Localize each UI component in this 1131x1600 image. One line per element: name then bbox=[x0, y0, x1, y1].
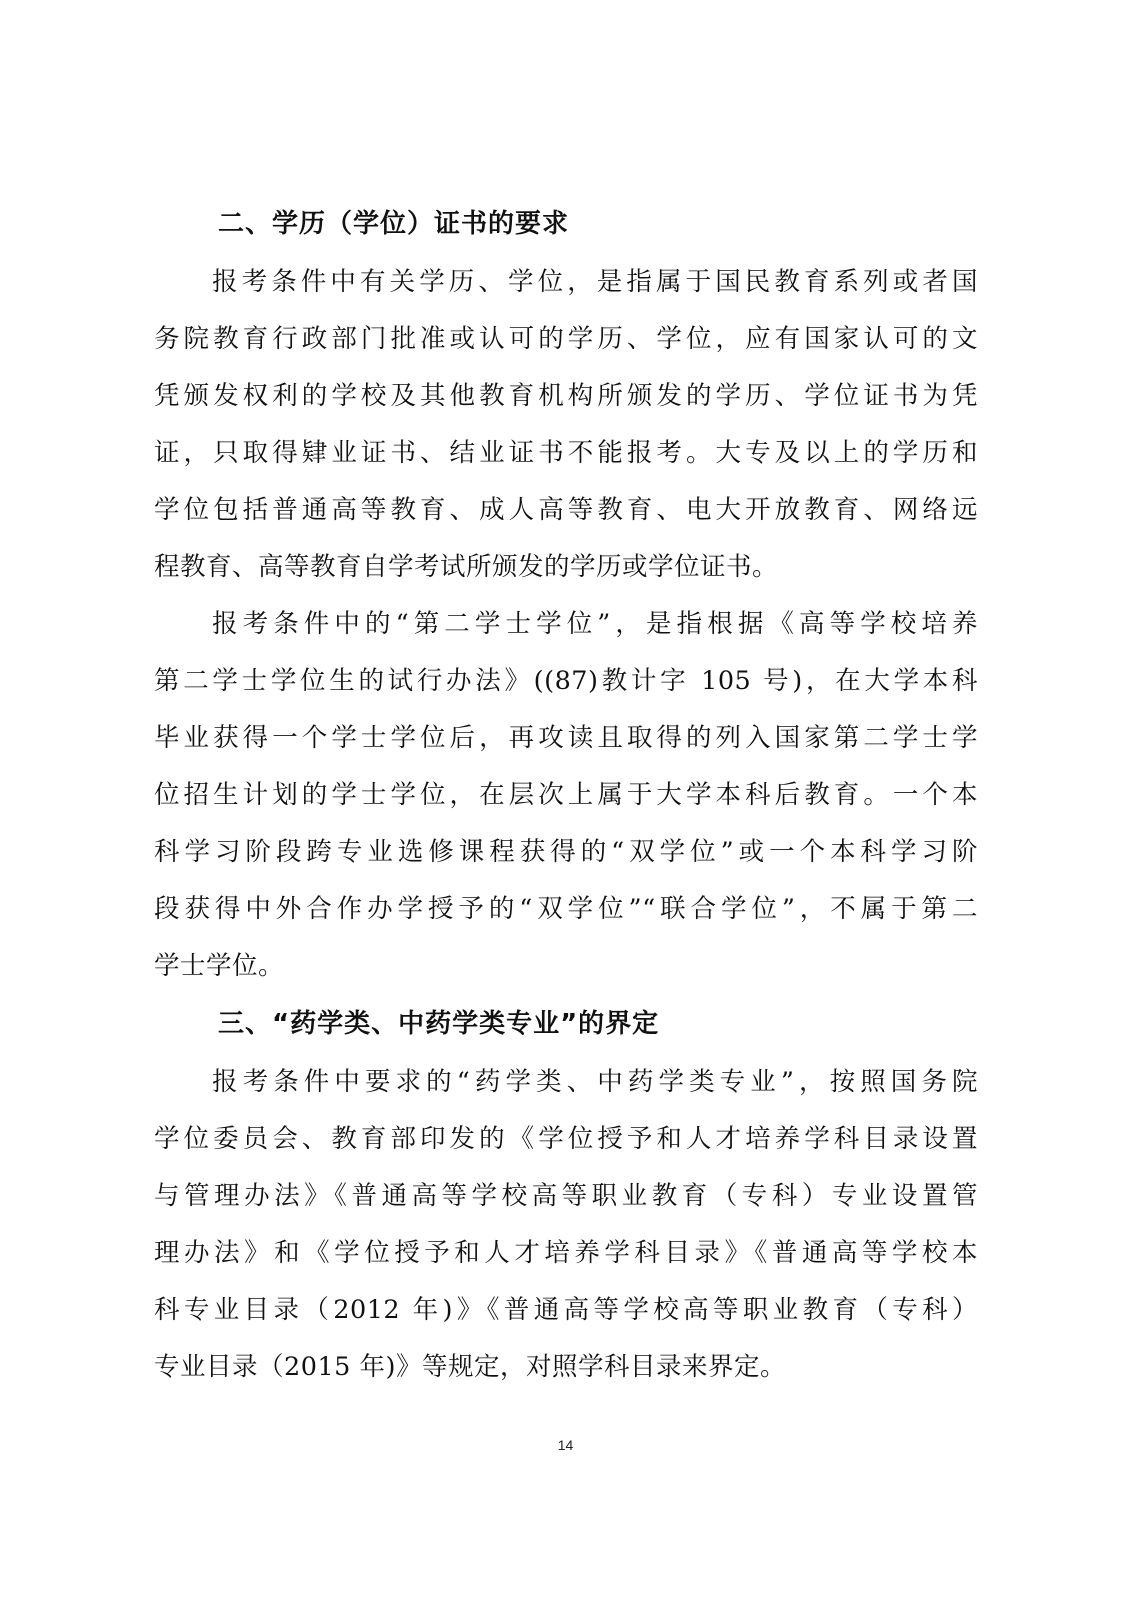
paragraph-line: 毕业获得一个学士学位后，再攻读且取得的列入国家第二学士学 bbox=[154, 723, 978, 753]
paragraph-line: 学士学位。 bbox=[154, 951, 285, 981]
paragraph-line: 学位包括普通高等教育、成人高等教育、电大开放教育、网络远 bbox=[154, 495, 978, 525]
paragraph-line: 证，只取得肄业证书、结业证书不能报考。大专及以上的学历和 bbox=[154, 438, 978, 468]
paragraph-line: 程教育、高等教育自学考试所颁发的学历或学位证书。 bbox=[154, 552, 779, 582]
paragraph-line: 与管理办法》《普通高等学校高等职业教育（专科）专业设置管 bbox=[154, 1181, 978, 1211]
paragraph-line: 科专业目录（2012 年)》《普通高等学校高等职业教育（专科） bbox=[154, 1295, 978, 1325]
paragraph-line: 报考条件中有关学历、学位，是指属于国民教育系列或者国 bbox=[212, 267, 978, 297]
paragraph-line: 报考条件中的“第二学士学位”，是指根据《高等学校培养 bbox=[212, 609, 978, 639]
paragraph-line: 报考条件中要求的“药学类、中药学类专业”，按照国务院 bbox=[212, 1067, 978, 1097]
section-heading-3: 三、“药学类、中药学类专业”的界定 bbox=[218, 1009, 660, 1039]
paragraph-line: 位招生计划的学士学位，在层次上属于大学本科后教育。一个本 bbox=[154, 780, 978, 810]
paragraph-line: 专业目录（2015 年)》等规定，对照学科目录来界定。 bbox=[154, 1352, 786, 1382]
page-number: 14 bbox=[557, 1437, 574, 1453]
section-heading-2: 二、学历（学位）证书的要求 bbox=[218, 209, 570, 239]
paragraph-line: 凭颁发权利的学校及其他教育机构所颁发的学历、学位证书为凭 bbox=[154, 381, 978, 411]
paragraph-line: 务院教育行政部门批准或认可的学历、学位，应有国家认可的文 bbox=[154, 324, 978, 354]
paragraph-line: 科学习阶段跨专业选修课程获得的“双学位”或一个本科学习阶 bbox=[154, 837, 978, 867]
paragraph-line: 第二学士学位生的试行办法》((87)教计字 105 号)，在大学本科 bbox=[154, 666, 978, 696]
paragraph-line: 段获得中外合作办学授予的“双学位”“联合学位”，不属于第二 bbox=[154, 894, 978, 924]
paragraph-line: 学位委员会、教育部印发的《学位授予和人才培养学科目录设置 bbox=[154, 1124, 978, 1154]
paragraph-line: 理办法》和《学位授予和人才培养学科目录》《普通高等学校本 bbox=[154, 1238, 978, 1268]
